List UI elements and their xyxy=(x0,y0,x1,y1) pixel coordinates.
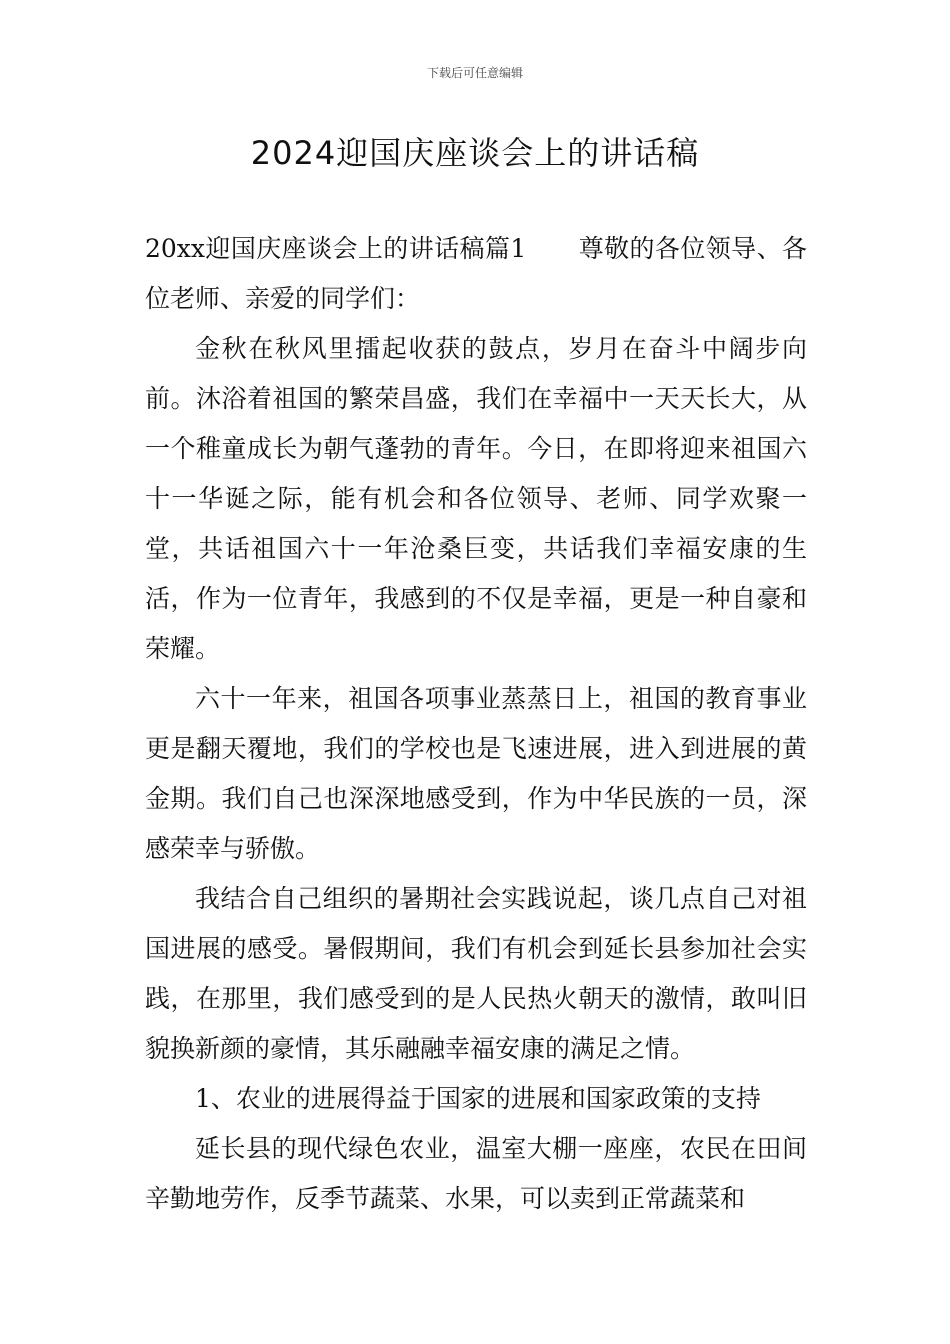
section-label: 20xx迎国庆座谈会上的讲话稿篇1 xyxy=(145,234,527,263)
document-title: 2024迎国庆座谈会上的讲话稿 xyxy=(250,134,700,172)
paragraph-2: 六十一年来，祖国各项事业蒸蒸日上，祖国的教育事业更是翻天覆地，我们的学校也是飞速进展，进入到进展的黄金期。我们自己也深深地感受到，作为中华民族的一员，深感荣幸与骄傲。 xyxy=(145,684,807,863)
paragraph-4-subheading: 1、农业的进展得益于国家的进展和国家政策的支持 xyxy=(195,1084,761,1113)
greeting: 尊敬的各位领导、各位老师、亲爱的同学们： xyxy=(145,234,807,313)
heading-line xyxy=(145,224,807,324)
document-body xyxy=(145,224,807,1224)
paragraph-3: 我结合自己组织的暑期社会实践说起，谈几点自己对祖国进展的感受。暑假期间，我们有机会到延长县参加社会实践，在那里，我们感受到的是人民热火朝天的激情，敢叫旧貌换新颜的豪情，其乐融融幸福安康的满足之情。 xyxy=(145,884,807,1063)
paragraph-1: 金秋在秋风里擂起收获的鼓点，岁月在奋斗中阔步向前。沐浴着祖国的繁荣昌盛，我们在幸福中一天天长大，从一个稚童成长为朝气蓬勃的青年。今日，在即将迎来祖国六十一华诞之际，能有机会和各位领导、老师、同学欢聚一堂，共话祖国六十一年沧桑巨变，共话我们幸福安康的生活，作为一位青年，我感到的不仅是幸福，更是一种自豪和荣耀。 xyxy=(145,334,807,663)
page-header-note: 下载后可任意编辑 xyxy=(426,66,523,80)
paragraph-5: 延长县的现代绿色农业，温室大棚一座座，农民在田间辛勤地劳作，反季节蔬菜、水果，可以卖到正常蔬菜和 xyxy=(145,1134,807,1213)
